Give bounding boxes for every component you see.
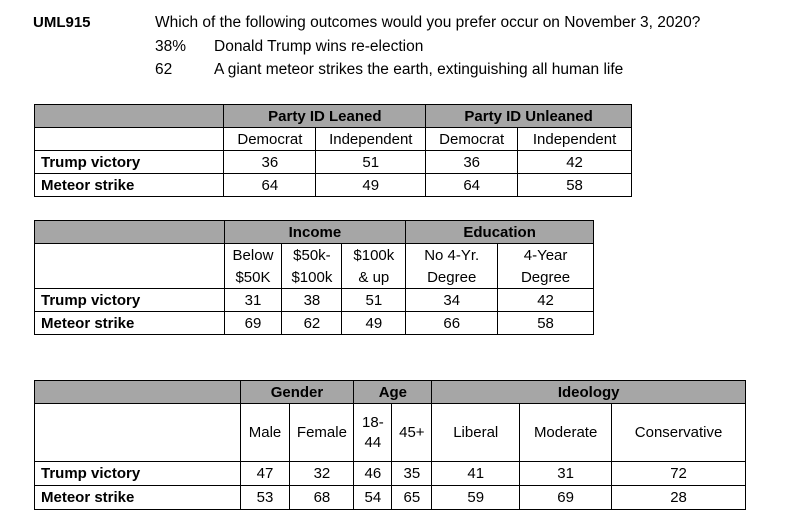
table-cell: 58 <box>518 174 632 197</box>
table-row <box>35 462 746 486</box>
column-header: $100k <box>282 266 342 289</box>
column-header: Below <box>224 244 282 267</box>
group-header-party-leaned: Party ID Leaned <box>224 105 426 128</box>
table-corner <box>35 221 225 244</box>
column-header: Degree <box>406 266 498 289</box>
table-cell: 62 <box>282 312 342 335</box>
column-header: Independent <box>518 128 632 151</box>
option-1-label: Donald Trump wins re-election <box>214 38 424 55</box>
table-cell: 64 <box>224 174 316 197</box>
group-header-age: Age <box>354 381 432 404</box>
table-cell: 69 <box>224 312 282 335</box>
group-header-income: Income <box>224 221 406 244</box>
gender-age-ideology-table <box>34 380 746 510</box>
table-cell: 42 <box>498 289 594 312</box>
table-cell: 59 <box>432 486 520 510</box>
group-header-party-unleaned: Party ID Unleaned <box>426 105 632 128</box>
column-header: Moderate <box>520 404 612 462</box>
table-row <box>35 289 594 312</box>
column-header <box>354 404 392 462</box>
table-cell: 36 <box>224 151 316 174</box>
table-cell: 34 <box>406 289 498 312</box>
option-2-label: A giant meteor strikes the earth, extinguishing all human life <box>214 61 624 78</box>
column-header: No 4-Yr. <box>406 244 498 267</box>
table-cell-empty <box>35 244 225 289</box>
column-header: Degree <box>498 266 594 289</box>
table-cell: 65 <box>392 486 432 510</box>
table-cell: 49 <box>342 312 406 335</box>
table-cell: 49 <box>316 174 426 197</box>
option-1-pct: 38% <box>155 38 187 55</box>
table-corner <box>35 105 224 128</box>
age-label-line2: 44 <box>364 433 382 451</box>
table-cell: 38 <box>282 289 342 312</box>
age-label-line1: 18- <box>362 413 384 431</box>
row-label: Meteor strike <box>35 486 241 510</box>
option-2-pct: 62 <box>155 61 173 78</box>
table-cell: 72 <box>612 462 746 486</box>
table-cell: 41 <box>432 462 520 486</box>
table-cell: 46 <box>354 462 392 486</box>
table-cell: 53 <box>240 486 290 510</box>
row-label: Meteor strike <box>35 174 224 197</box>
table-corner <box>35 381 241 404</box>
table-cell-empty <box>35 128 224 151</box>
row-label: Trump victory <box>35 289 225 312</box>
table-cell: 47 <box>240 462 290 486</box>
column-header: $50k- <box>282 244 342 267</box>
table-cell: 36 <box>426 151 518 174</box>
table-cell: 32 <box>290 462 354 486</box>
table-row <box>35 312 594 335</box>
table-cell: 58 <box>498 312 594 335</box>
column-header: Female <box>290 404 354 462</box>
group-header-gender: Gender <box>240 381 354 404</box>
column-header: Conservative <box>612 404 746 462</box>
row-label: Meteor strike <box>35 312 225 335</box>
column-header: Male <box>240 404 290 462</box>
table-cell: 69 <box>520 486 612 510</box>
table-cell: 42 <box>518 151 632 174</box>
table-cell: 35 <box>392 462 432 486</box>
column-header: $50K <box>224 266 282 289</box>
table-cell: 31 <box>520 462 612 486</box>
table-row <box>35 174 632 197</box>
row-label: Trump victory <box>35 151 224 174</box>
column-header: Democrat <box>426 128 518 151</box>
table-cell: 54 <box>354 486 392 510</box>
column-header: $100k <box>342 244 406 267</box>
question-text: Which of the following outcomes would you prefer occur on November 3, 2020? <box>155 14 701 31</box>
group-header-ideology: Ideology <box>432 381 746 404</box>
question-id: UML915 <box>33 14 91 31</box>
table-cell: 31 <box>224 289 282 312</box>
column-header: & up <box>342 266 406 289</box>
table-cell: 66 <box>406 312 498 335</box>
table-cell: 51 <box>316 151 426 174</box>
column-header: 4-Year <box>498 244 594 267</box>
column-header: Democrat <box>224 128 316 151</box>
table-row <box>35 486 746 510</box>
row-label: Trump victory <box>35 462 241 486</box>
table-row <box>35 151 632 174</box>
table-cell: 68 <box>290 486 354 510</box>
column-header: 45+ <box>392 404 432 462</box>
column-header: Independent <box>316 128 426 151</box>
income-education-table <box>34 220 594 335</box>
table-cell-empty <box>35 404 241 462</box>
column-header: Liberal <box>432 404 520 462</box>
party-id-table <box>34 104 632 197</box>
group-header-education: Education <box>406 221 594 244</box>
table-cell: 28 <box>612 486 746 510</box>
table-cell: 51 <box>342 289 406 312</box>
table-cell: 64 <box>426 174 518 197</box>
